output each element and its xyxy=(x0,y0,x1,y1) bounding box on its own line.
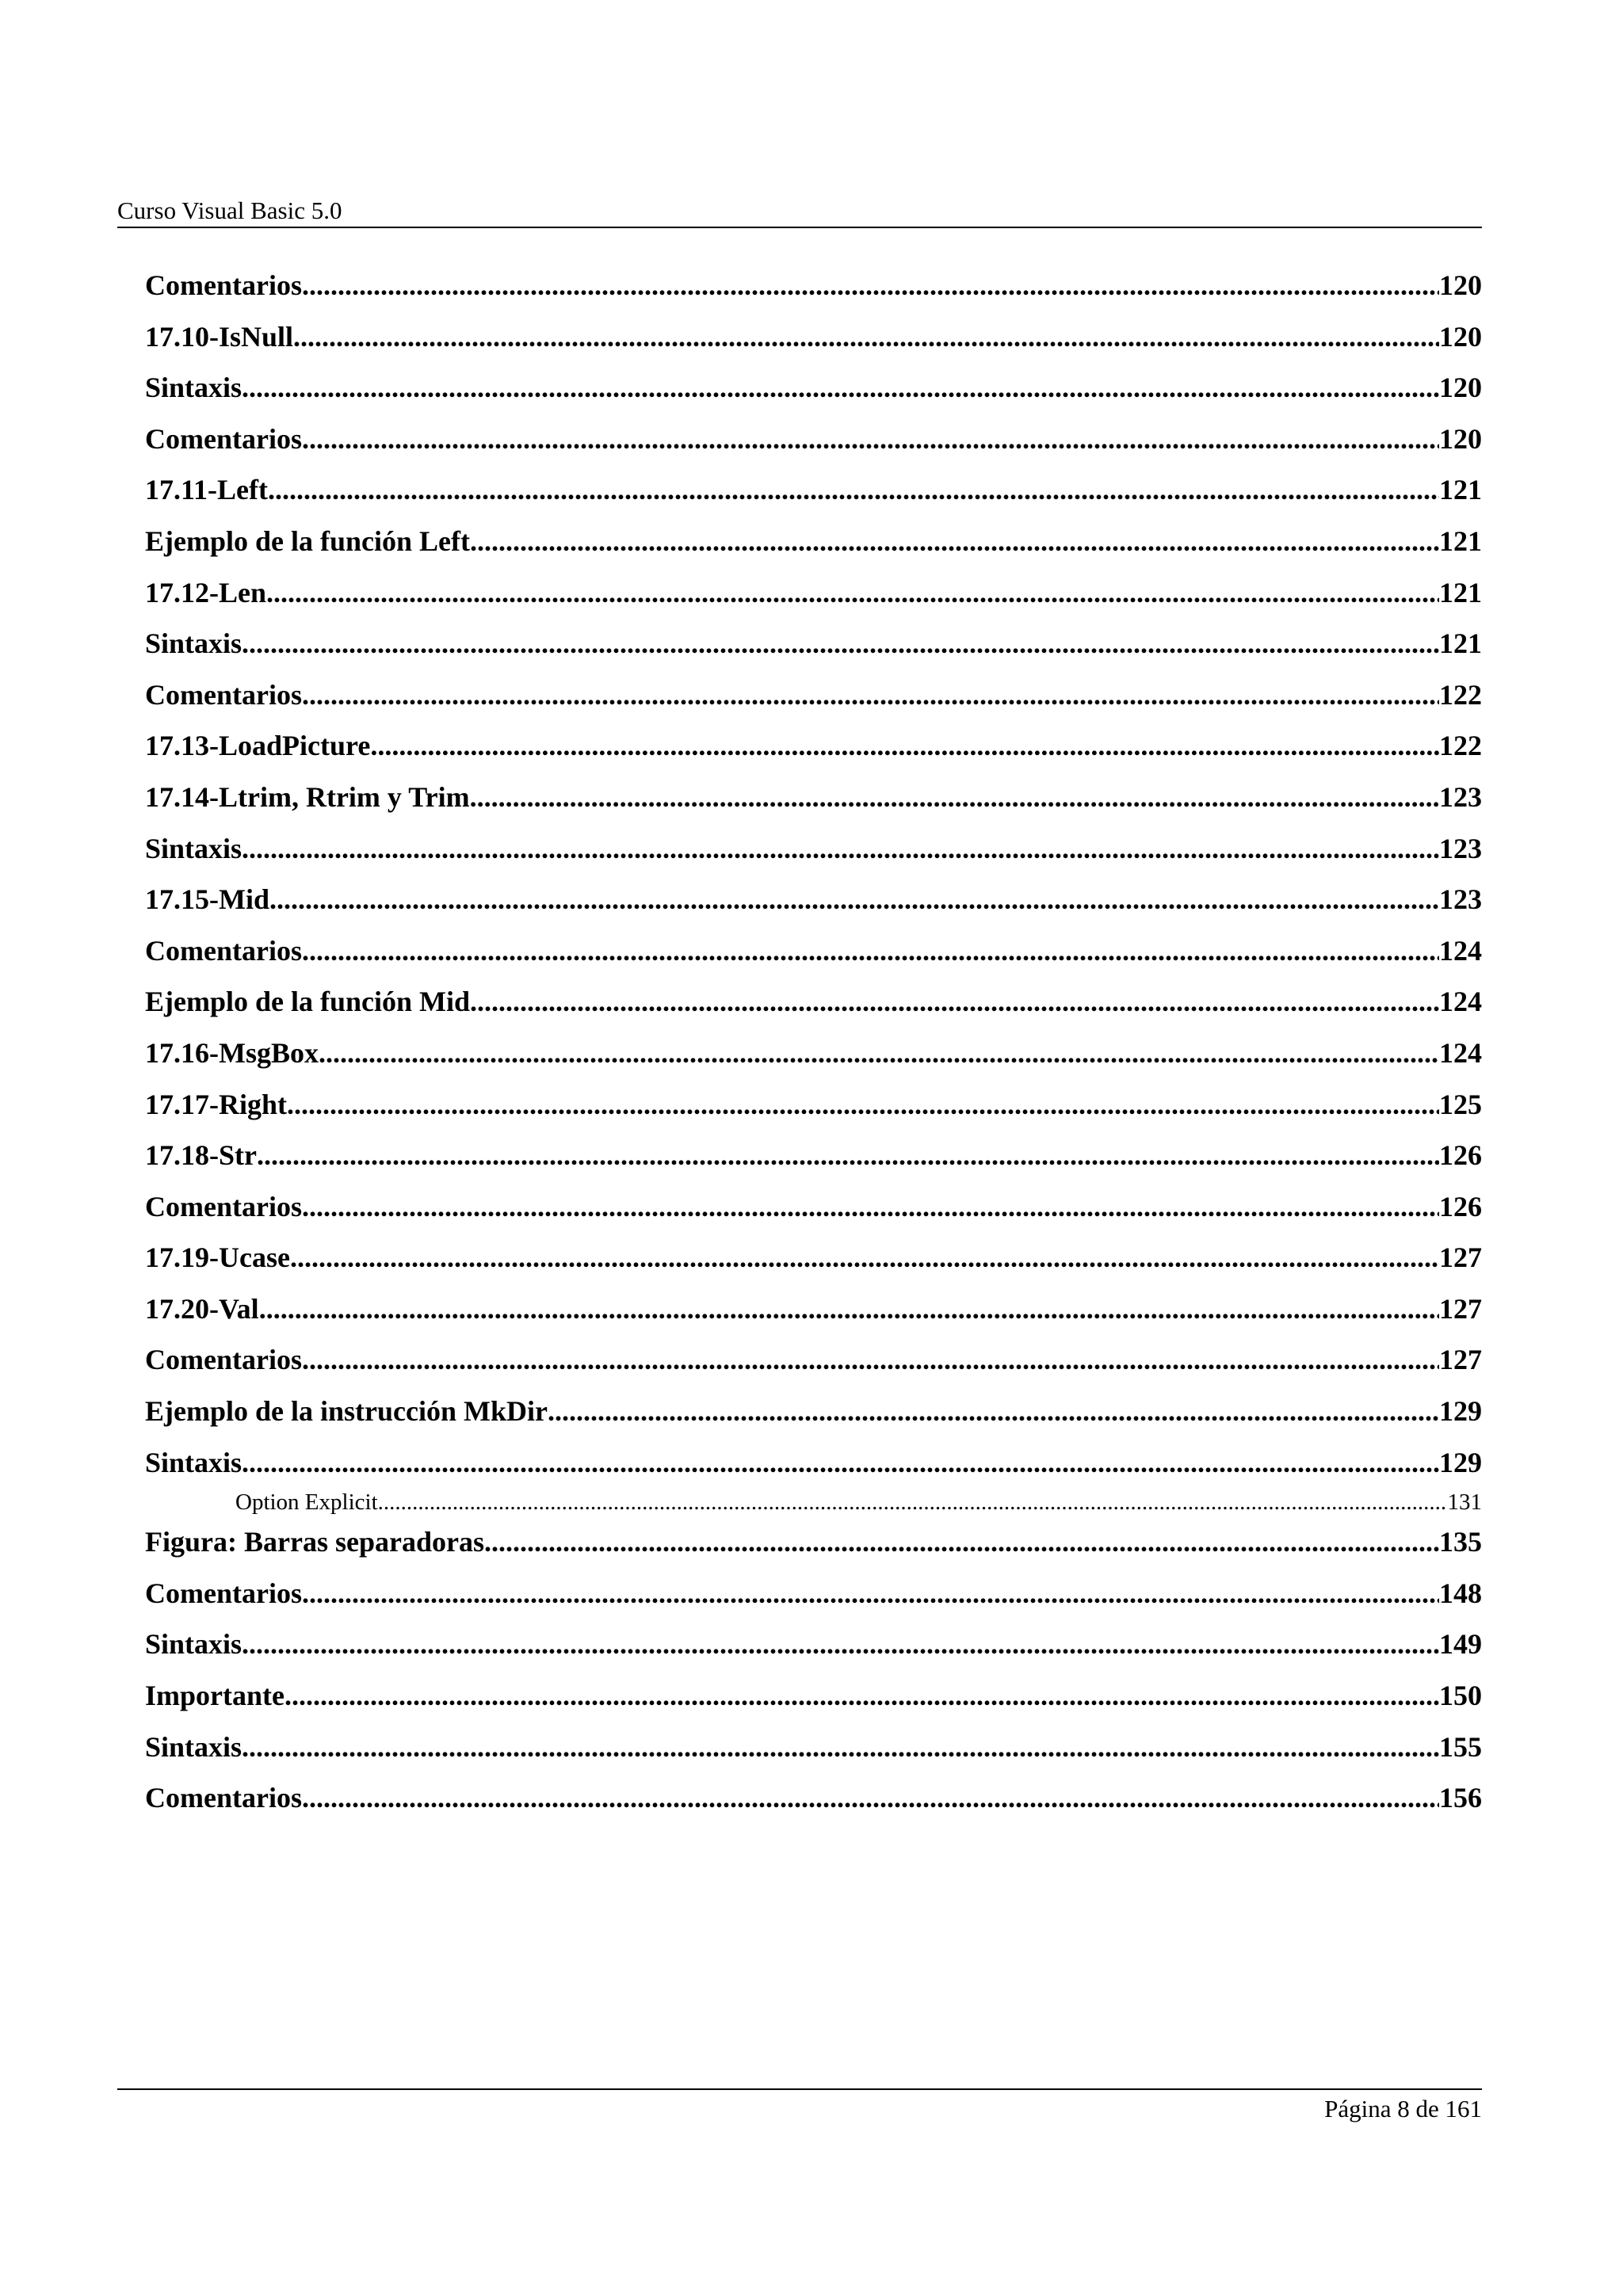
toc-entry-label: Sintaxis xyxy=(145,627,242,660)
toc-entry-page-number: 126 xyxy=(1439,1190,1482,1222)
toc-entry-label: 17.13-LoadPicture xyxy=(145,730,371,762)
toc-entry-label: 17.17-Right xyxy=(145,1088,287,1120)
dot-leader xyxy=(470,516,1439,567)
toc-entry-page-number: 129 xyxy=(1439,1395,1482,1428)
dot-leader xyxy=(378,1488,1448,1516)
toc-entry[interactable] xyxy=(145,414,1482,465)
toc-entry-label: Sintaxis xyxy=(145,832,242,864)
dot-leader xyxy=(319,1028,1439,1079)
toc-entry[interactable] xyxy=(145,567,1482,619)
dot-leader xyxy=(302,669,1439,721)
toc-entry-label: Comentarios xyxy=(145,269,302,301)
dot-leader xyxy=(242,823,1439,875)
toc-entry[interactable] xyxy=(145,1334,1482,1386)
toc-entry-label: Sintaxis xyxy=(145,1446,242,1478)
dot-leader xyxy=(287,1079,1439,1131)
toc-entry-page-number: 155 xyxy=(1439,1730,1482,1763)
dot-leader xyxy=(242,1722,1439,1773)
toc-entry-page-number: 124 xyxy=(1439,1036,1482,1069)
table-of-contents xyxy=(145,260,1482,1824)
dot-leader xyxy=(266,567,1439,619)
toc-entry-page-number: 125 xyxy=(1439,1088,1482,1120)
toc-entry-page-number: 121 xyxy=(1439,474,1482,506)
toc-entry[interactable] xyxy=(145,1181,1482,1233)
toc-entry-page-number: 120 xyxy=(1439,372,1482,404)
toc-entry-label: 17.12-Len xyxy=(145,576,266,608)
toc-entry-page-number: 129 xyxy=(1439,1446,1482,1478)
toc-entry[interactable] xyxy=(145,362,1482,414)
toc-entry-label: 17.15-Mid xyxy=(145,883,269,916)
dot-leader xyxy=(242,362,1439,414)
toc-entry-label: Comentarios xyxy=(145,422,302,455)
toc-entry[interactable] xyxy=(145,976,1482,1028)
toc-entry[interactable] xyxy=(145,1568,1482,1619)
toc-entry-label: Comentarios xyxy=(145,1190,302,1222)
dot-leader xyxy=(470,976,1439,1028)
toc-entry-label: Comentarios xyxy=(145,678,302,711)
dot-leader xyxy=(484,1516,1439,1568)
toc-entry-page-number: 127 xyxy=(1439,1292,1482,1325)
toc-entry-label: Ejemplo de la función Left xyxy=(145,524,470,557)
toc-entry-page-number: 121 xyxy=(1439,627,1482,660)
header-rule xyxy=(117,227,1482,228)
toc-entry[interactable] xyxy=(145,669,1482,721)
toc-entry[interactable] xyxy=(145,1028,1482,1079)
toc-entry-page-number: 123 xyxy=(1439,780,1482,813)
toc-entry-label: Comentarios xyxy=(145,1577,302,1609)
dot-leader xyxy=(302,925,1439,977)
toc-entry-label: Comentarios xyxy=(145,1344,302,1376)
toc-entry-label: Sintaxis xyxy=(145,1730,242,1763)
toc-entry-label: 17.14-Ltrim, Rtrim y Trim xyxy=(145,780,470,813)
toc-entry[interactable] xyxy=(145,1488,1482,1516)
toc-entry[interactable] xyxy=(145,260,1482,311)
dot-leader xyxy=(257,1130,1439,1181)
dot-leader xyxy=(269,874,1439,925)
toc-entry-label: 17.19-Ucase xyxy=(145,1241,290,1274)
toc-entry[interactable] xyxy=(145,1232,1482,1283)
toc-entry-page-number: 120 xyxy=(1439,320,1482,353)
footer-rule xyxy=(117,2088,1482,2090)
dot-leader xyxy=(302,1181,1439,1233)
toc-entry[interactable] xyxy=(145,720,1482,772)
toc-entry-page-number: 131 xyxy=(1447,1489,1482,1516)
toc-entry-label: Sintaxis xyxy=(145,372,242,404)
toc-entry-label: 17.11-Left xyxy=(145,474,268,506)
toc-entry-label: 17.16-MsgBox xyxy=(145,1036,319,1069)
toc-entry[interactable] xyxy=(145,1619,1482,1670)
toc-entry[interactable] xyxy=(145,1079,1482,1131)
toc-entry-label: Comentarios xyxy=(145,934,302,967)
toc-entry-label: Ejemplo de la instrucción MkDir xyxy=(145,1395,548,1428)
toc-entry-page-number: 156 xyxy=(1439,1782,1482,1814)
toc-entry[interactable] xyxy=(145,874,1482,925)
toc-entry-page-number: 127 xyxy=(1439,1344,1482,1376)
toc-entry[interactable] xyxy=(145,1670,1482,1722)
dot-leader xyxy=(242,1437,1439,1489)
toc-entry-label: 17.10-IsNull xyxy=(145,320,294,353)
dot-leader xyxy=(268,464,1439,516)
dot-leader xyxy=(370,720,1439,772)
toc-entry[interactable] xyxy=(145,1722,1482,1773)
toc-entry[interactable] xyxy=(145,1772,1482,1824)
dot-leader xyxy=(293,311,1439,363)
toc-entry[interactable] xyxy=(145,618,1482,669)
toc-entry[interactable] xyxy=(145,823,1482,875)
toc-entry[interactable] xyxy=(145,1386,1482,1437)
dot-leader xyxy=(259,1283,1439,1335)
toc-entry[interactable] xyxy=(145,464,1482,516)
dot-leader xyxy=(302,1334,1439,1386)
toc-entry-page-number: 122 xyxy=(1439,678,1482,711)
toc-entry-label: Option Explicit xyxy=(235,1489,378,1516)
toc-entry-page-number: 121 xyxy=(1439,524,1482,557)
toc-entry-page-number: 135 xyxy=(1439,1526,1482,1558)
toc-entry-page-number: 120 xyxy=(1439,269,1482,301)
toc-entry-label: Figura: Barras separadoras xyxy=(145,1526,484,1558)
toc-entry[interactable] xyxy=(145,1283,1482,1335)
toc-entry-page-number: 149 xyxy=(1439,1628,1482,1661)
toc-entry-page-number: 121 xyxy=(1439,576,1482,608)
toc-entry[interactable] xyxy=(145,1516,1482,1568)
dot-leader xyxy=(470,772,1439,823)
toc-entry[interactable] xyxy=(145,516,1482,567)
dot-leader xyxy=(548,1386,1439,1437)
dot-leader xyxy=(302,1568,1439,1619)
page-number-footer: Página 8 de 161 xyxy=(1324,2095,1482,2122)
toc-entry-label: 17.18-Str xyxy=(145,1139,257,1172)
dot-leader xyxy=(285,1670,1439,1722)
toc-entry-page-number: 126 xyxy=(1439,1139,1482,1172)
toc-entry-label: Sintaxis xyxy=(145,1628,242,1661)
dot-leader xyxy=(302,414,1439,465)
toc-entry-label: 17.20-Val xyxy=(145,1292,259,1325)
toc-entry[interactable] xyxy=(145,1130,1482,1181)
dot-leader xyxy=(302,260,1439,311)
toc-entry[interactable] xyxy=(145,925,1482,977)
dot-leader xyxy=(290,1232,1439,1283)
toc-entry-page-number: 150 xyxy=(1439,1680,1482,1712)
dot-leader xyxy=(242,1619,1439,1670)
running-header: Curso Visual Basic 5.0 xyxy=(117,196,342,224)
toc-entry-page-number: 123 xyxy=(1439,832,1482,864)
toc-entry-page-number: 123 xyxy=(1439,883,1482,916)
toc-entry-page-number: 124 xyxy=(1439,934,1482,967)
toc-entry-page-number: 124 xyxy=(1439,986,1482,1018)
toc-entry-page-number: 120 xyxy=(1439,422,1482,455)
dot-leader xyxy=(242,618,1439,669)
toc-entry[interactable] xyxy=(145,772,1482,823)
toc-entry-page-number: 148 xyxy=(1439,1577,1482,1609)
toc-entry-label: Ejemplo de la función Mid xyxy=(145,986,471,1018)
toc-entry-page-number: 122 xyxy=(1439,730,1482,762)
dot-leader xyxy=(302,1772,1439,1824)
toc-entry[interactable] xyxy=(145,311,1482,363)
toc-entry-page-number: 127 xyxy=(1439,1241,1482,1274)
toc-entry-label: Importante xyxy=(145,1680,285,1712)
toc-entry[interactable] xyxy=(145,1437,1482,1489)
toc-entry-label: Comentarios xyxy=(145,1782,302,1814)
